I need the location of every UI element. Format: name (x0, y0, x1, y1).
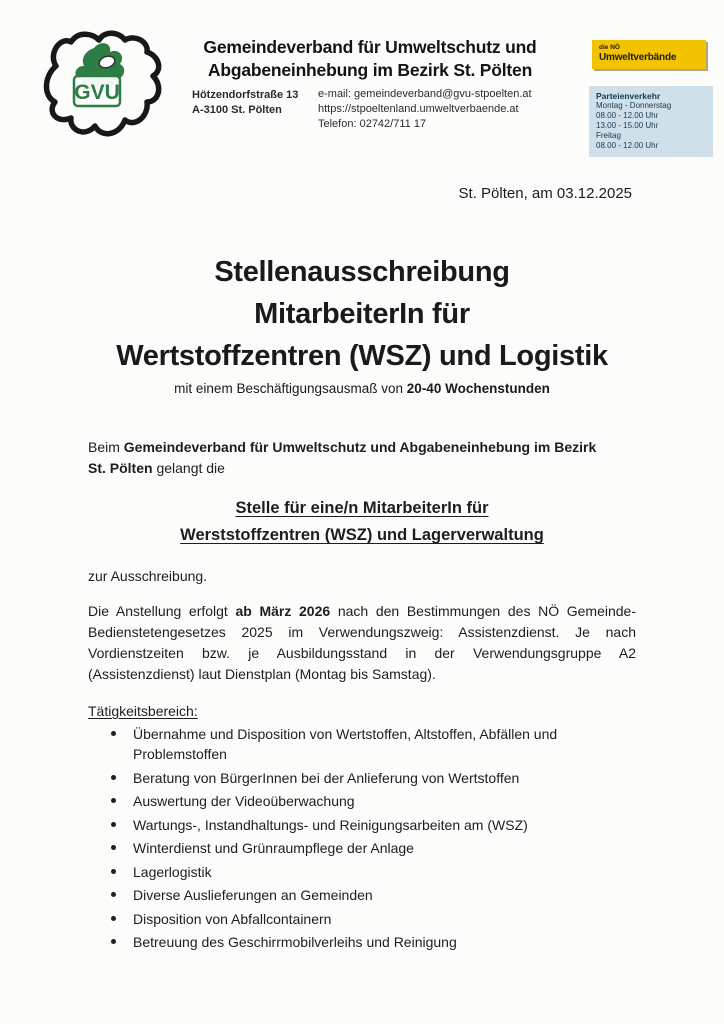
badge-line1: die NÖ (599, 44, 620, 51)
job-title-block (40, 251, 684, 398)
task-item-label: Wartungs-, Instandhaltungs- und Reinigungsarbeiten am (WSZ) (133, 816, 528, 833)
org-name-line2: Abgabeneinhebung im Bezirk St. Pölten (207, 60, 533, 80)
job-subtitle-bold: 20-40 Wochenstunden (406, 381, 550, 396)
task-item (88, 815, 618, 835)
intro-line2 (88, 458, 636, 479)
task-item-label: Auswertung der Videoüberwachung (133, 793, 355, 809)
task-item (88, 909, 618, 929)
job-subtitle-regular: mit einem Beschäftigungsausmaß von (174, 381, 407, 396)
task-item-label: Disposition von Abfallcontainern (133, 910, 332, 927)
bullet-icon (111, 798, 116, 803)
logo-text: GVU (74, 81, 120, 104)
position-heading-line1: Stelle für eine/n MitarbeiterIn für (235, 499, 489, 517)
ausschreibung-line: zur Ausschreibung. (88, 568, 208, 584)
task-item-label: Winterdienst und Grünraumpflege der Anlage (133, 840, 414, 856)
job-subtitle (40, 380, 684, 398)
intro-line1 (88, 437, 636, 458)
contact-email: e-mail: gemeindeverband@gvu-stpoelten.at (318, 88, 532, 100)
office-hours-title: Parteienverkehr (596, 91, 661, 101)
employment-prefix: Die Anstellung erfolgt (88, 603, 236, 619)
task-item (88, 724, 618, 764)
tasks-heading: Tätigkeitsbereich: (88, 703, 198, 719)
position-heading (88, 495, 636, 549)
contact-phone: Telefon: 02742/711 17 (318, 118, 427, 130)
intro-bold-org: Gemeindeverband für Umweltschutz und Abgabeneinhebung im Bezirk (123, 439, 597, 455)
letter-body (88, 437, 636, 956)
job-title-line2: MitarbeiterIn für (254, 298, 470, 330)
office-hours-line: 13.00 - 15.00 Uhr (596, 121, 659, 130)
intro-paragraph (88, 437, 636, 479)
badge-line2: Umweltverbände (599, 52, 677, 63)
task-item (88, 885, 618, 905)
address-street: Hötzendorfstraße 13 (192, 89, 299, 101)
bullet-icon (111, 892, 116, 897)
task-item (88, 862, 618, 882)
intro-suffix: gelangt die (152, 460, 225, 476)
intro-prefix: Beim (88, 439, 124, 455)
office-hours-line: 08.00 - 12.00 Uhr (596, 111, 659, 120)
employment-paragraph (88, 601, 636, 685)
bullet-icon (111, 845, 116, 850)
date-line: St. Pölten, am 03.12.2025 (458, 185, 632, 202)
task-item-label: Lagerlogistik (133, 863, 212, 880)
task-item-label: Betreuung des Geschirrmobilverleihs und Reinigung (133, 934, 457, 950)
intro-bold-city: St. Pölten (88, 460, 153, 476)
address-city: A-3100 St. Pölten (192, 104, 282, 116)
office-hours-line: Montag - Donnerstag (596, 101, 672, 110)
bullet-icon (111, 916, 116, 921)
gvu-logo-graphic (40, 22, 170, 146)
task-item (88, 768, 618, 788)
task-item (88, 932, 618, 952)
bullet-icon (111, 731, 116, 736)
task-item-label: Diverse Auslieferungen an Gemeinden (133, 887, 373, 903)
org-name (170, 36, 570, 82)
tasks-list (88, 724, 618, 952)
task-item-label: Beratung von BürgerInnen bei der Anlieferung von Wertstoffen (133, 769, 520, 786)
umweltverbaende-badge (592, 40, 706, 69)
bullet-icon (111, 939, 116, 944)
employment-start-date: ab März 2026 (235, 603, 331, 619)
job-title-line1: Stellenausschreibung (214, 256, 510, 288)
gvu-logo (40, 22, 170, 146)
office-hours-line: 08.00 - 12.00 Uhr (596, 141, 659, 150)
contact-website: https://stpoeltenland.umweltverbaende.at (318, 103, 519, 115)
org-name-line1: Gemeindeverband für Umweltschutz und (203, 37, 537, 57)
position-heading-line2: Werststoffzentren (WSZ) und Lagerverwaltung (180, 526, 544, 544)
office-hours-box (589, 86, 713, 157)
task-item (88, 838, 618, 858)
job-title-line3: Wertstoffzentren (WSZ) und Logistik (116, 340, 608, 372)
bullet-icon (111, 775, 116, 780)
task-item-label: Übernahme und Disposition von Wertstoffen, Altstoffen, Abfällen und Problemstoffen (133, 726, 558, 762)
address-block (192, 88, 298, 118)
task-item (88, 791, 618, 811)
employment-suffix: nach den Bestimmungen des NÖ Gemeinde-Bedienstetengesetzes 2025 im Verwendungszweig: Assistenzdienst. Je nach Vordienstzeiten bzw. je Ausbildungsstand in der Verwendungsgruppe A2 (Assistenzdienst) laut Dienstplan (Montag bis Samstag). (88, 603, 636, 682)
contact-block (318, 87, 532, 132)
bullet-icon (111, 822, 116, 827)
bullet-icon (111, 869, 116, 874)
office-hours-line: Freitag (596, 131, 621, 140)
